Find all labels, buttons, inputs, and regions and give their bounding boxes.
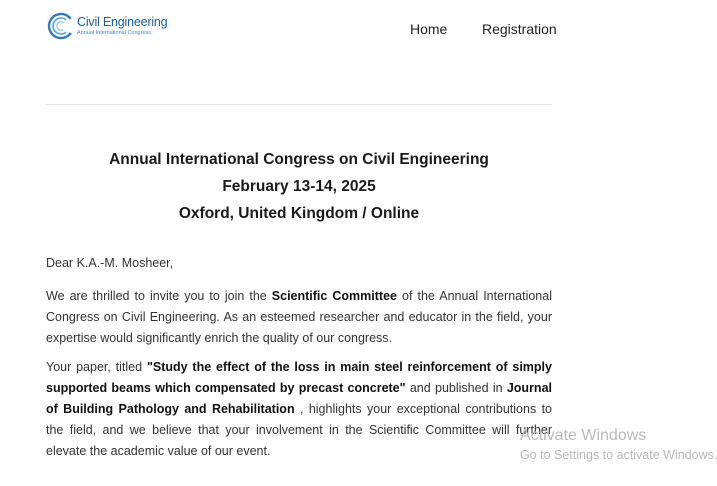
site-header: [0, 0, 631, 100]
p1-text-c: of the Annual International Congress on Civil Engineering. As an esteemed researcher and educator in the field, your expertise would significantly enrich the quality of our congress.: [46, 289, 552, 345]
p1-text-a: We are thrilled to invite you to join the: [46, 289, 272, 303]
letter-greeting: Dear K.A.-M. Mosheer,: [46, 256, 174, 270]
letter-paragraph-2: [46, 357, 552, 462]
p2-paper-title: "Study the effect of the loss in main steel reinforcement of simply supported beams which compensated by precast concrete": [46, 360, 552, 395]
logo-icon: [46, 11, 76, 41]
letter-paragraph-1: [46, 286, 552, 349]
p2-text-a: Your paper, titled: [46, 360, 147, 374]
site-logo[interactable]: [46, 11, 167, 41]
p2-text-c: and published in: [405, 381, 507, 395]
p2-journal-name: Journal of Building Pathology and Rehabilitation: [46, 381, 552, 416]
nav-home-link[interactable]: Home: [410, 21, 448, 37]
congress-title: Annual International Congress on Civil Engineering: [109, 151, 489, 168]
congress-headline: [46, 146, 552, 227]
logo-title: Civil Engineering: [77, 15, 168, 29]
logo-text: [77, 16, 167, 36]
header-divider: [46, 104, 552, 105]
logo-subtitle: Annual International Congress: [77, 29, 151, 36]
watermark-line-2: Go to Settings to activate Windows.: [520, 448, 717, 462]
nav-registration-link[interactable]: Registration: [482, 21, 557, 37]
activate-windows-watermark: [520, 427, 717, 462]
p2-text-e: , highlights your exceptional contributions to the field, and we believe that your involvement in the Scientific Committee will further elevate the academic value of our event.: [46, 402, 552, 458]
watermark-line-1: Activate Windows: [520, 427, 647, 444]
congress-dates: February 13-14, 2025: [222, 178, 376, 195]
congress-location: Oxford, United Kingdom / Online: [178, 205, 420, 222]
invitation-letter: [46, 254, 552, 470]
p1-committee: Scientific Committee: [271, 289, 397, 303]
